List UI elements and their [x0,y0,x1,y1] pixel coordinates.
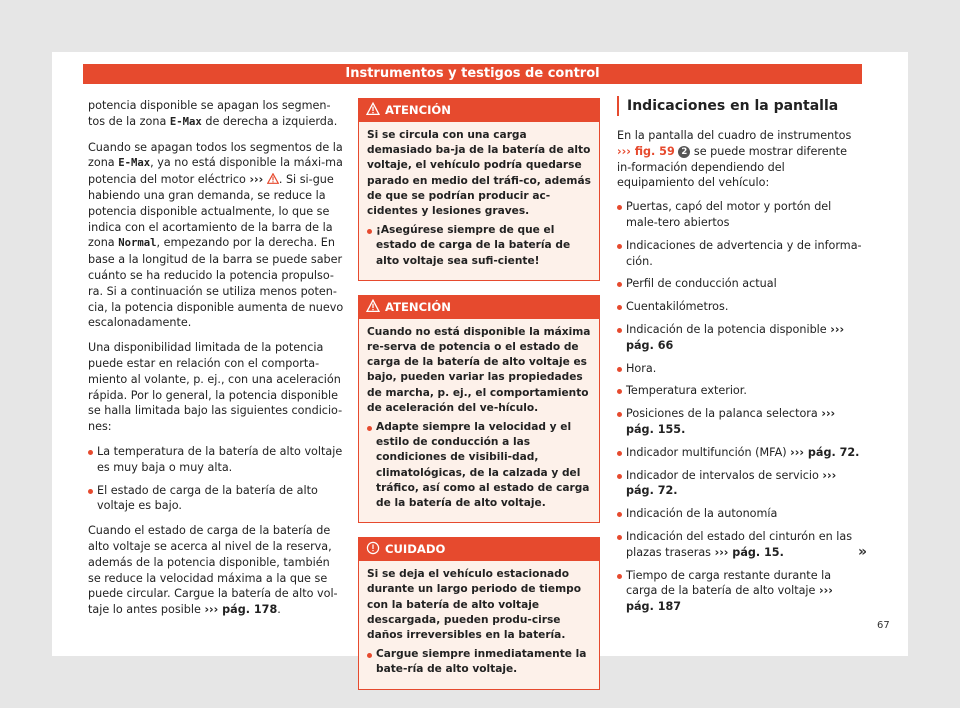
warning-box [358,295,600,523]
caution-box-title: CUIDADO [385,542,446,557]
zone-code: E-Max [118,157,151,170]
list-item: Cargue siempre inmediatamente la bate-ría de alto voltaje. [367,647,591,677]
list-item: ¡Asegúrese siempre de que el estado de carga de la batería de alto voltaje sea sufi-ciente! [367,223,591,269]
warning-box-body: Cuando no está disponible la máxima re-serva de potencia o el estado de carga de la batería de alto voltaje es bajo, pueden variar las propiedades de marcha, p. ej., el comportamiento de aceleración del ve-hículo. Adapte siempre la velocidad y el estilo de conducción a las condiciones de visibili-dad, climatológicas, de la calzada y del tráfico, así como al estado de carga de la batería de alto voltaje. [359,319,599,522]
column-right [617,96,863,622]
page-reference[interactable]: ››› pág. 15. [714,545,784,559]
list-item: Indicador de intervalos de servicio ››› pág. 72. [617,468,863,500]
page-number: 67 [877,620,890,631]
warning-icon [267,173,279,184]
caution-box-header [359,538,599,561]
warning-icon [366,299,380,313]
warning-box-title: ATENCIÓN [385,299,451,314]
paragraph: Cuando se apagan todos los segmentos de la zona E-Max, ya no está disponible la máxi-ma potencia del motor eléctrico ››› . Si si-gue habiendo una gran demanda, se reduce la potencia disponible actualmente, lo que se indica con el acortamiento de la barra de la zona Normal, empezando por la derecha. En base a la longitud de la barra se puede saber cuánto se ha reducido la potencia propulso-ra. Si a continuación se utiliza menos poten-cia, la potencia disponible aumenta de nuevo escalonadamente. [88,140,344,330]
section-title: Indicaciones en la pantalla [617,96,863,116]
list-item: Temperatura exterior. [617,383,863,399]
list-item: Hora. [617,361,863,377]
column-left [88,98,344,627]
list-item: La temperatura de la batería de alto voltaje es muy baja o muy alta. [88,444,344,476]
cross-reference[interactable]: ››› pág. 178 [204,603,278,617]
list-item: Indicación del estado del cinturón en las plazas traseras ››› pág. 15. [617,529,863,561]
list-item: El estado de carga de la batería de alto voltaje es bajo. [88,483,344,515]
page-reference[interactable]: ››› pág. 72. [626,468,837,498]
info-list [617,199,863,615]
page-reference[interactable]: ››› pág. 72. [790,445,860,459]
list-item: Indicador multifunción (MFA) ››› pág. 72. [617,445,863,461]
caution-box [358,537,600,689]
continue-arrow-icon: » [858,544,868,560]
list-item: Indicación de la potencia disponible ››› pág. 66 [617,322,863,354]
warning-box [358,98,600,281]
list-item: Indicación de la autonomía [617,506,863,522]
caution-box-body: Si se deja el vehículo estacionado durante un largo periodo de tiempo con la batería de alto voltaje descargada, pueden produ-cirse daños irreversibles en la batería. Cargue siempre inmediatamente la bate-ría de alto voltaje. [359,561,599,688]
page-header: Instrumentos y testigos de control [83,64,862,84]
page-reference[interactable]: ››› pág. 66 [626,322,845,352]
column-middle [358,98,600,704]
page-reference[interactable]: ››› pág. 187 [626,584,833,614]
list-item: Adapte siempre la velocidad y el estilo de conducción a las condiciones de visibili-dad, climatológicas, de la calzada y del tráfico, así como al estado de carga de la batería de alto voltaje. [367,420,591,511]
page-reference[interactable]: ››› pág. 155. [626,407,836,436]
warning-icon [366,102,380,116]
list-item: Cuentakilómetros. [617,299,863,315]
warning-box-header [359,296,599,319]
warning-box-title: ATENCIÓN [385,103,451,117]
paragraph: En la pantalla del cuadro de instrumentos ››› fig. 59 2 se puede mostrar diferente in-formación dependiendo del equipamiento del vehículo: [617,129,852,190]
list-item: Tiempo de carga restante durante la carga de la batería de alto voltaje ››› pág. 187 [617,568,863,615]
warning-box-header [359,99,599,122]
warning-box-body: Si se circula con una carga demasiado ba-ja de la batería de alto voltaje, el vehículo podría quedarse parado en medio del tráfi-co, además de que se podrían producir ac-cidentes y lesiones graves. ¡Asegúrese siempre de que el estado de carga de la batería de alto voltaje sea sufi-ciente! [359,122,599,280]
figure-reference[interactable]: ››› fig. 59 [617,144,675,158]
info-circle-icon [366,541,380,555]
list-item: Indicaciones de advertencia y de informa-ción. [617,238,863,270]
zone-code: Normal [118,237,157,250]
paragraph: potencia disponible se apagan los segmen-tos de la zona E-Max de derecha a izquierda. [88,99,338,128]
zone-code: E-Max [169,115,202,128]
list-item: Puertas, capó del motor y portón del male-tero abiertos [617,199,863,231]
figure-callout-number: 2 [678,146,690,158]
paragraph: Una disponibilidad limitada de la potencia puede estar en relación con el comporta-miento al volante, p. ej., con una aceleración rápida. Por lo general, la potencia disponible se halla limitada bajo las siguientes condicio-nes: [88,341,343,434]
paragraph: Cuando el estado de carga de la batería de alto voltaje se acerca al nivel de la reserva, además de la potencia disponible, también se reduce la velocidad máxima a la que se puede circular. Cargue la batería de alto vol-taje lo antes posible ››› pág. 178. [88,524,338,617]
cross-reference[interactable]: ››› [249,173,264,187]
list-item: Posiciones de la palanca selectora ››› pág. 155. [617,406,863,438]
list-item: Perfil de conducción actual [617,276,863,292]
